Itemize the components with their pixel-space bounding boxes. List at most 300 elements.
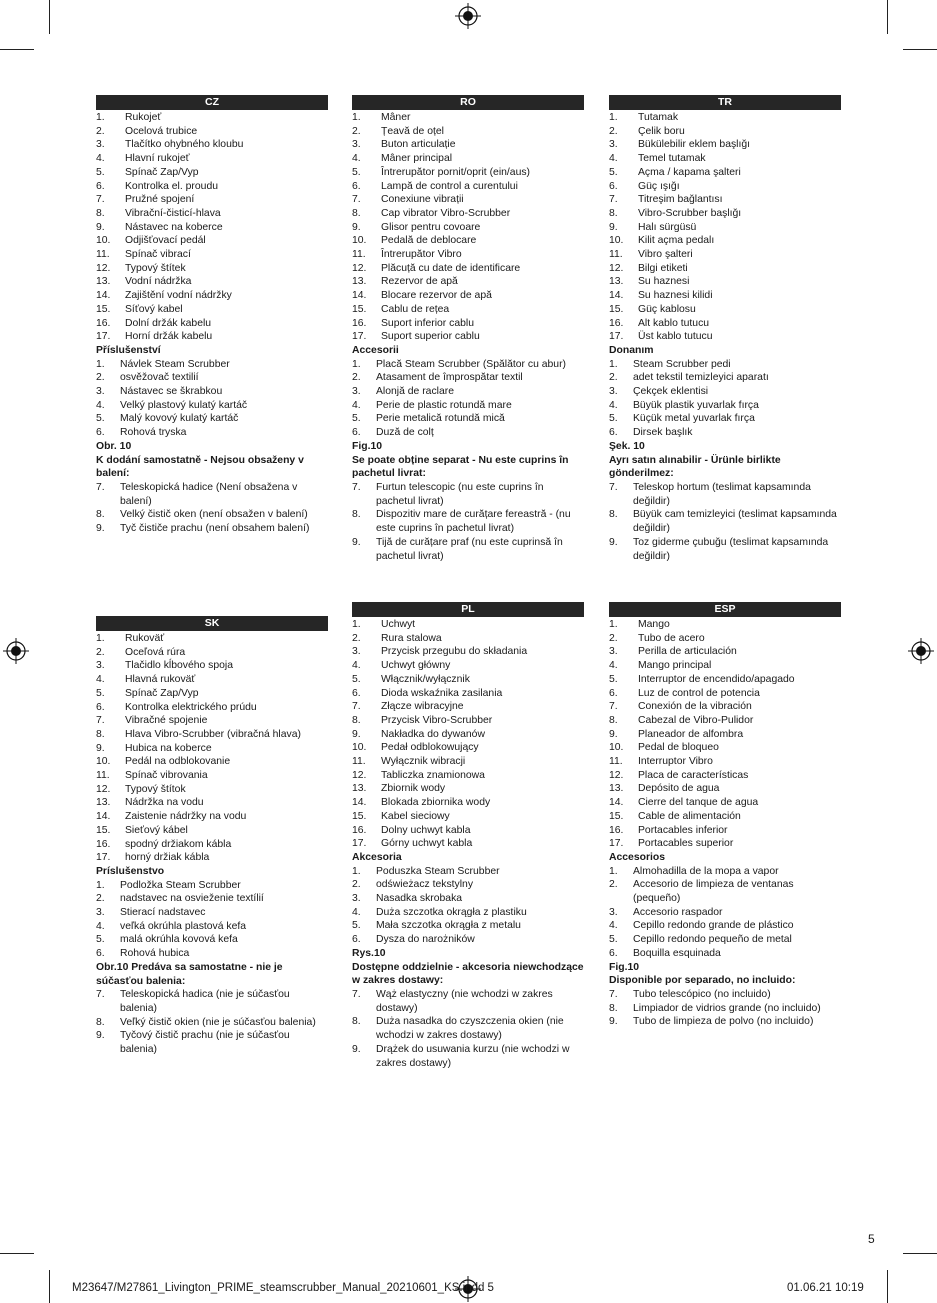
item-number: 12. <box>609 769 624 781</box>
list-item <box>609 536 841 563</box>
item-text: Alt kablo tutucu <box>638 317 710 329</box>
item-number: 4. <box>96 920 105 932</box>
item-text: Suport superior cablu <box>381 331 480 343</box>
item-number: 1. <box>609 865 618 877</box>
item-number: 2. <box>352 879 361 891</box>
item-number: 2. <box>96 893 105 905</box>
item-number: 1. <box>96 879 105 891</box>
list-item <box>352 385 584 399</box>
item-text: adet tekstil temizleyici aparatı <box>633 372 769 384</box>
crop-mark <box>903 49 937 50</box>
item-number: 5. <box>352 166 361 178</box>
list-item <box>96 824 328 838</box>
item-text: Dispozitiv mare de curățare fereastră - (nu este cuprins în pachetul livrat) <box>376 509 571 535</box>
item-number: 9. <box>352 221 361 233</box>
item-text: Dolní držák kabelu <box>125 317 212 329</box>
item-number: 17. <box>352 331 367 343</box>
item-number: 7. <box>352 988 361 1000</box>
item-text: Güç kablosu <box>638 303 696 315</box>
list-item <box>609 824 841 838</box>
accessories-heading: Donanım <box>609 344 654 356</box>
list-item <box>609 221 841 235</box>
item-text: Návlek Steam Scrubber <box>120 358 230 370</box>
item-text: Pružné spojení <box>125 194 195 206</box>
section-ro <box>352 95 584 563</box>
item-number: 5. <box>96 413 105 425</box>
item-text: Podložka Steam Scrubber <box>120 879 241 891</box>
list-item <box>96 879 328 893</box>
item-text: Vibro şalteri <box>638 249 693 261</box>
item-number: 3. <box>352 893 361 905</box>
item-number: 1. <box>96 633 105 644</box>
section-tr <box>609 95 841 563</box>
item-text: Portacables inferior <box>638 824 728 836</box>
accessories-heading: Príslušenstvo <box>96 865 165 877</box>
item-number: 6. <box>609 180 618 192</box>
section-sk <box>96 616 328 1057</box>
item-text: Glisor pentru covoare <box>381 221 481 233</box>
item-text: Złącze wibracyjne <box>381 701 464 713</box>
item-text: Nádržka na vodu <box>125 797 204 809</box>
list-item <box>96 221 328 235</box>
item-text: Spínač vibrovania <box>125 770 208 782</box>
item-number: 12. <box>609 262 624 274</box>
list-item <box>609 906 841 920</box>
item-text: Planeador de alfombra <box>638 728 744 740</box>
item-text: Oceľová rúra <box>125 646 186 658</box>
item-text: Włącznik/wyłącznik <box>381 673 470 685</box>
list-item <box>609 358 841 372</box>
item-text: Toz giderme çubuğu (teslimat kapsamında değildir) <box>633 536 829 562</box>
item-text: Placa de características <box>638 769 749 781</box>
list-item <box>352 796 584 810</box>
item-text: Spínač Zap/Vyp <box>125 166 199 178</box>
item-number: 15. <box>352 303 367 315</box>
item-text: Boquilla esquinada <box>633 947 721 959</box>
item-number: 5. <box>352 673 361 685</box>
accessories-heading: Accesorios <box>609 851 666 863</box>
item-text: Pedal de bloqueo <box>638 742 719 754</box>
item-number: 13. <box>609 783 624 795</box>
list-item <box>96 248 328 262</box>
item-number: 13. <box>352 276 367 288</box>
item-number: 10. <box>96 235 111 247</box>
item-number: 9. <box>96 742 105 754</box>
list-item <box>352 645 584 659</box>
list-item <box>96 1029 328 1056</box>
item-number: 13. <box>96 276 111 288</box>
accessories-heading: Příslušenství <box>96 344 161 356</box>
crop-mark <box>49 1270 50 1303</box>
list-item <box>609 193 841 207</box>
item-number: 10. <box>352 235 367 247</box>
item-text: Nástavec na koberce <box>125 221 223 233</box>
item-text: Wyłącznik wibracji <box>381 756 466 768</box>
item-text: Tlačítko ohybného kloubu <box>125 139 244 151</box>
item-text: Odjišťovací pedál <box>125 235 206 247</box>
item-number: 3. <box>609 646 618 658</box>
item-number: 16. <box>609 824 624 836</box>
item-text: Vibračné spojenie <box>125 715 208 727</box>
item-number: 8. <box>96 1016 105 1028</box>
item-text: spodný držiakom kábla <box>125 838 232 850</box>
item-number: 6. <box>609 947 618 959</box>
list-item <box>96 646 328 660</box>
item-number: 12. <box>352 769 367 781</box>
item-number: 11. <box>96 249 110 261</box>
item-text: Luz de control de potencia <box>638 687 760 699</box>
figure-label: Obr.10 Predáva sa samostatne - nie je súčasťou balenia: <box>96 961 283 987</box>
item-number: 4. <box>352 399 361 411</box>
item-number: 10. <box>352 742 367 754</box>
item-number: 11. <box>96 770 110 782</box>
item-number: 9. <box>609 1016 618 1028</box>
list-item <box>352 700 584 714</box>
list-item <box>352 330 584 344</box>
item-number: 3. <box>352 386 361 398</box>
section-header: PL <box>352 602 584 617</box>
item-number: 13. <box>96 797 111 809</box>
item-text: Síťový kabel <box>125 303 183 315</box>
item-text: horný držiak kábla <box>125 852 210 864</box>
figure-label: Rys.10 <box>352 947 386 959</box>
item-text: malá okrúhla kovová kefa <box>120 934 238 946</box>
item-text: Teleskopická hadica (nie je súčasťou balenia) <box>120 989 290 1014</box>
list-item <box>352 782 584 796</box>
list-item <box>609 632 841 646</box>
list-item <box>96 508 328 522</box>
item-number: 7. <box>96 481 105 493</box>
item-number: 12. <box>96 262 111 274</box>
item-text: Portacables superior <box>638 838 734 850</box>
list-item <box>609 755 841 769</box>
item-text: Întrerupător Vibro <box>381 249 462 261</box>
list-item <box>96 906 328 920</box>
item-number: 7. <box>352 481 361 493</box>
item-number: 6. <box>352 180 361 192</box>
list-item <box>609 317 841 331</box>
list-item <box>96 838 328 852</box>
item-number: 16. <box>609 317 624 329</box>
list-item <box>96 920 328 934</box>
item-text: Teleskopická hadice (Není obsažena v balení) <box>120 481 298 507</box>
item-number: 7. <box>352 701 361 713</box>
item-number: 16. <box>352 317 367 329</box>
item-text: Büyük plastik yuvarlak fırça <box>633 399 759 411</box>
item-number: 11. <box>609 249 623 261</box>
item-text: Uchwyt <box>381 619 416 630</box>
item-text: Tyčový čistič prachu (nie je súčasťou balenia) <box>120 1030 290 1056</box>
item-number: 13. <box>352 783 367 795</box>
item-text: Hubica na koberce <box>125 742 212 754</box>
separate-heading: Se poate obține separat - Nu este cuprins în pachetul livrat: <box>352 454 569 480</box>
item-text: Tutamak <box>638 112 679 123</box>
list-item <box>609 371 841 385</box>
item-text: Halı sürgüsü <box>638 221 697 233</box>
section-cz <box>96 95 328 536</box>
list-item <box>609 481 841 508</box>
item-text: Zbiornik wody <box>381 783 446 795</box>
item-text: Küçük metal yuvarlak fırça <box>633 413 755 425</box>
item-number: 14. <box>352 290 367 302</box>
item-number: 8. <box>352 714 361 726</box>
item-number: 14. <box>352 797 367 809</box>
item-text: Cierre del tanque de agua <box>638 797 759 809</box>
item-number: 9. <box>96 1030 105 1042</box>
item-text: Cepillo redondo grande de plástico <box>633 920 794 932</box>
item-text: Dioda wskaźnika zasilania <box>381 687 503 699</box>
item-text: Hlavní rukojeť <box>125 153 190 165</box>
item-number: 3. <box>609 906 618 918</box>
item-text: Tubo de acero <box>638 632 705 644</box>
item-text: Açma / kapama şalteri <box>638 166 741 178</box>
item-text: Üst kablo tutucu <box>638 331 713 343</box>
item-number: 12. <box>96 783 111 795</box>
list-item <box>96 358 328 372</box>
item-text: Zajištění vodní nádržky <box>125 290 232 302</box>
item-text: Blokada zbiornika wody <box>381 797 491 809</box>
list-item <box>352 824 584 838</box>
item-text: Malý kovový kulatý kartáč <box>120 413 239 425</box>
item-text: Spínač vibrací <box>125 249 191 261</box>
list-item <box>609 289 841 303</box>
item-text: Su haznesi kilidi <box>638 290 713 302</box>
item-number: 4. <box>352 660 361 672</box>
list-item <box>96 701 328 715</box>
list-item <box>352 618 584 632</box>
item-number: 14. <box>96 290 111 302</box>
list-item <box>609 947 841 961</box>
item-number: 6. <box>609 687 618 699</box>
list-item <box>609 426 841 440</box>
separate-heading: K dodání samostatně - Nejsou obsaženy v balení: <box>96 454 304 480</box>
list-item <box>96 687 328 701</box>
list-item <box>352 234 584 248</box>
section-esp <box>609 602 841 1029</box>
item-text: Limpiador de vidrios grande (no incluido) <box>633 1002 821 1014</box>
item-number: 6. <box>352 687 361 699</box>
list-item <box>352 878 584 892</box>
item-number: 4. <box>352 153 361 165</box>
item-text: Przycisk Vibro-Scrubber <box>381 714 493 726</box>
item-text: Rura stalowa <box>381 632 442 644</box>
item-text: Büyük cam temizleyici (teslimat kapsamında değildir) <box>633 509 837 535</box>
item-number: 8. <box>609 509 618 521</box>
list-item <box>352 755 584 769</box>
item-text: Perie metalică rotundă mică <box>376 413 505 425</box>
item-number: 1. <box>352 112 361 123</box>
item-text: Perilla de articulación <box>638 646 737 658</box>
item-number: 8. <box>609 714 618 726</box>
item-text: Typový štítek <box>125 262 186 274</box>
registration-mark-icon <box>3 638 29 664</box>
separate-heading: Disponible por separado, no incluido: <box>609 975 796 987</box>
item-text: Atasament de împrospătar textil <box>376 372 523 384</box>
item-number: 8. <box>96 207 105 219</box>
item-text: Întrerupător pornit/oprit (ein/aus) <box>381 166 531 178</box>
list-item <box>609 700 841 714</box>
item-text: Perie de plastic rotundă mare <box>376 399 512 411</box>
item-number: 5. <box>609 413 618 425</box>
item-number: 8. <box>609 207 618 219</box>
list-item <box>352 426 584 440</box>
item-number: 10. <box>609 742 624 754</box>
item-number: 2. <box>96 646 105 658</box>
item-number: 8. <box>352 1016 361 1028</box>
list-item <box>609 988 841 1002</box>
item-number: 16. <box>352 824 367 836</box>
item-number: 9. <box>352 728 361 740</box>
section-pl <box>352 602 584 1070</box>
list-item <box>352 289 584 303</box>
item-number: 9. <box>352 1043 361 1055</box>
item-text: Almohadilla de la mopa a vapor <box>633 865 779 877</box>
list-item <box>609 1015 841 1029</box>
item-number: 4. <box>96 153 105 165</box>
item-number: 2. <box>352 632 361 644</box>
list-item <box>96 742 328 756</box>
list-item <box>352 399 584 413</box>
item-number: 8. <box>96 728 105 740</box>
item-number: 9. <box>609 536 618 548</box>
item-text: Wąż elastyczny (nie wchodzi w zakres dostawy) <box>376 988 553 1014</box>
item-text: Kontrolka el. proudu <box>125 180 218 192</box>
item-number: 4. <box>96 399 105 411</box>
item-text: Vibro-Scrubber başlığı <box>638 207 742 219</box>
list-item <box>96 769 328 783</box>
item-number: 17. <box>96 331 111 343</box>
item-number: 16. <box>96 317 111 329</box>
item-number: 6. <box>96 948 105 960</box>
item-number: 4. <box>609 660 618 672</box>
figure-label: Obr. 10 <box>96 440 132 452</box>
list-item <box>352 508 584 535</box>
list-item <box>609 248 841 262</box>
item-number: 7. <box>609 988 618 1000</box>
item-text: Tubo de limpieza de polvo (no incluido) <box>633 1016 814 1028</box>
list-item <box>609 714 841 728</box>
item-number: 7. <box>609 481 618 493</box>
item-text: nadstavec na osvieženie textílií <box>120 893 264 905</box>
list-item <box>96 275 328 289</box>
item-text: Przycisk przegubu do składania <box>381 646 528 658</box>
item-text: Cablu de rețea <box>381 303 450 315</box>
item-text: Depósito de agua <box>638 783 720 795</box>
list-item <box>352 125 584 139</box>
list-item <box>609 618 841 632</box>
list-item <box>609 152 841 166</box>
item-number: 17. <box>352 838 367 850</box>
item-text: Alonjă de raclare <box>376 386 454 398</box>
list-item <box>96 399 328 413</box>
item-number: 8. <box>352 207 361 219</box>
item-text: Tubo telescópico (no incluido) <box>633 988 771 1000</box>
item-text: Nástavec se škrabkou <box>120 386 223 398</box>
list-item <box>352 892 584 906</box>
list-item <box>352 262 584 276</box>
item-text: Drążek do usuwania kurzu (nie wchodzi w zakres dostawy) <box>376 1043 570 1069</box>
list-item <box>96 426 328 440</box>
item-number: 11. <box>609 756 623 768</box>
list-item <box>96 303 328 317</box>
crop-mark <box>887 0 888 34</box>
list-item <box>96 152 328 166</box>
registration-mark-icon <box>455 3 481 29</box>
list-item <box>609 687 841 701</box>
item-number: 5. <box>352 413 361 425</box>
item-text: Suport inferior cablu <box>381 317 474 329</box>
list-item <box>352 371 584 385</box>
item-number: 14. <box>96 811 111 823</box>
item-text: Interruptor Vibro <box>638 756 713 768</box>
item-number: 4. <box>609 399 618 411</box>
item-text: Duża nasadka do czyszczenia okien (nie wchodzi w zakres dostawy) <box>376 1016 564 1042</box>
list-item <box>96 714 328 728</box>
item-number: 1. <box>352 619 361 630</box>
item-number: 6. <box>96 701 105 713</box>
item-number: 6. <box>352 934 361 946</box>
item-text: Interruptor de encendido/apagado <box>638 673 795 685</box>
item-number: 12. <box>352 262 367 274</box>
item-text: Temel tutamak <box>638 153 706 165</box>
list-item <box>96 330 328 344</box>
item-number: 8. <box>609 1002 618 1014</box>
item-number: 17. <box>96 852 111 864</box>
list-item <box>352 1015 584 1042</box>
item-text: Górny uchwyt kabla <box>381 838 473 850</box>
item-number: 15. <box>609 303 624 315</box>
item-number: 2. <box>96 125 105 137</box>
item-number: 15. <box>352 810 367 822</box>
item-number: 3. <box>609 139 618 151</box>
item-number: 3. <box>96 139 105 151</box>
item-text: Rukoväť <box>125 633 165 644</box>
list-item <box>609 645 841 659</box>
section-header: TR <box>609 95 841 110</box>
crop-mark <box>0 49 34 50</box>
item-text: Plăcuță cu date de identificare <box>381 262 521 274</box>
item-number: 5. <box>96 166 105 178</box>
list-item <box>352 275 584 289</box>
item-number: 2. <box>352 125 361 137</box>
item-number: 17. <box>609 331 624 343</box>
item-number: 14. <box>609 290 624 302</box>
list-item <box>609 330 841 344</box>
accessories-heading: Akcesoria <box>352 851 402 863</box>
footer-file-name: M23647/M27861_Livington_PRIME_steamscrubber_Manual_20210601_KS.indd 5 <box>72 1282 494 1294</box>
list-item <box>609 1002 841 1016</box>
separate-heading: Ayrı satın alınabilir - Ürünle birlikte gönderilmez: <box>609 454 781 480</box>
item-number: 2. <box>609 632 618 644</box>
item-text: Pedál na odblokovanie <box>125 756 231 768</box>
list-item <box>96 180 328 194</box>
list-item <box>96 933 328 947</box>
item-number: 1. <box>96 112 105 123</box>
list-item <box>352 810 584 824</box>
item-number: 3. <box>96 660 105 672</box>
item-number: 4. <box>96 674 105 686</box>
list-item <box>609 741 841 755</box>
item-text: Nasadka skrobaka <box>376 893 463 905</box>
list-item <box>96 810 328 824</box>
item-text: Conexiune vibrații <box>381 194 464 206</box>
item-number: 17. <box>609 838 624 850</box>
list-item <box>609 399 841 413</box>
list-item <box>96 166 328 180</box>
item-text: Bükülebilir eklem başlığı <box>638 139 751 151</box>
item-text: Bilgi etiketi <box>638 262 688 274</box>
item-number: 11. <box>352 756 366 768</box>
